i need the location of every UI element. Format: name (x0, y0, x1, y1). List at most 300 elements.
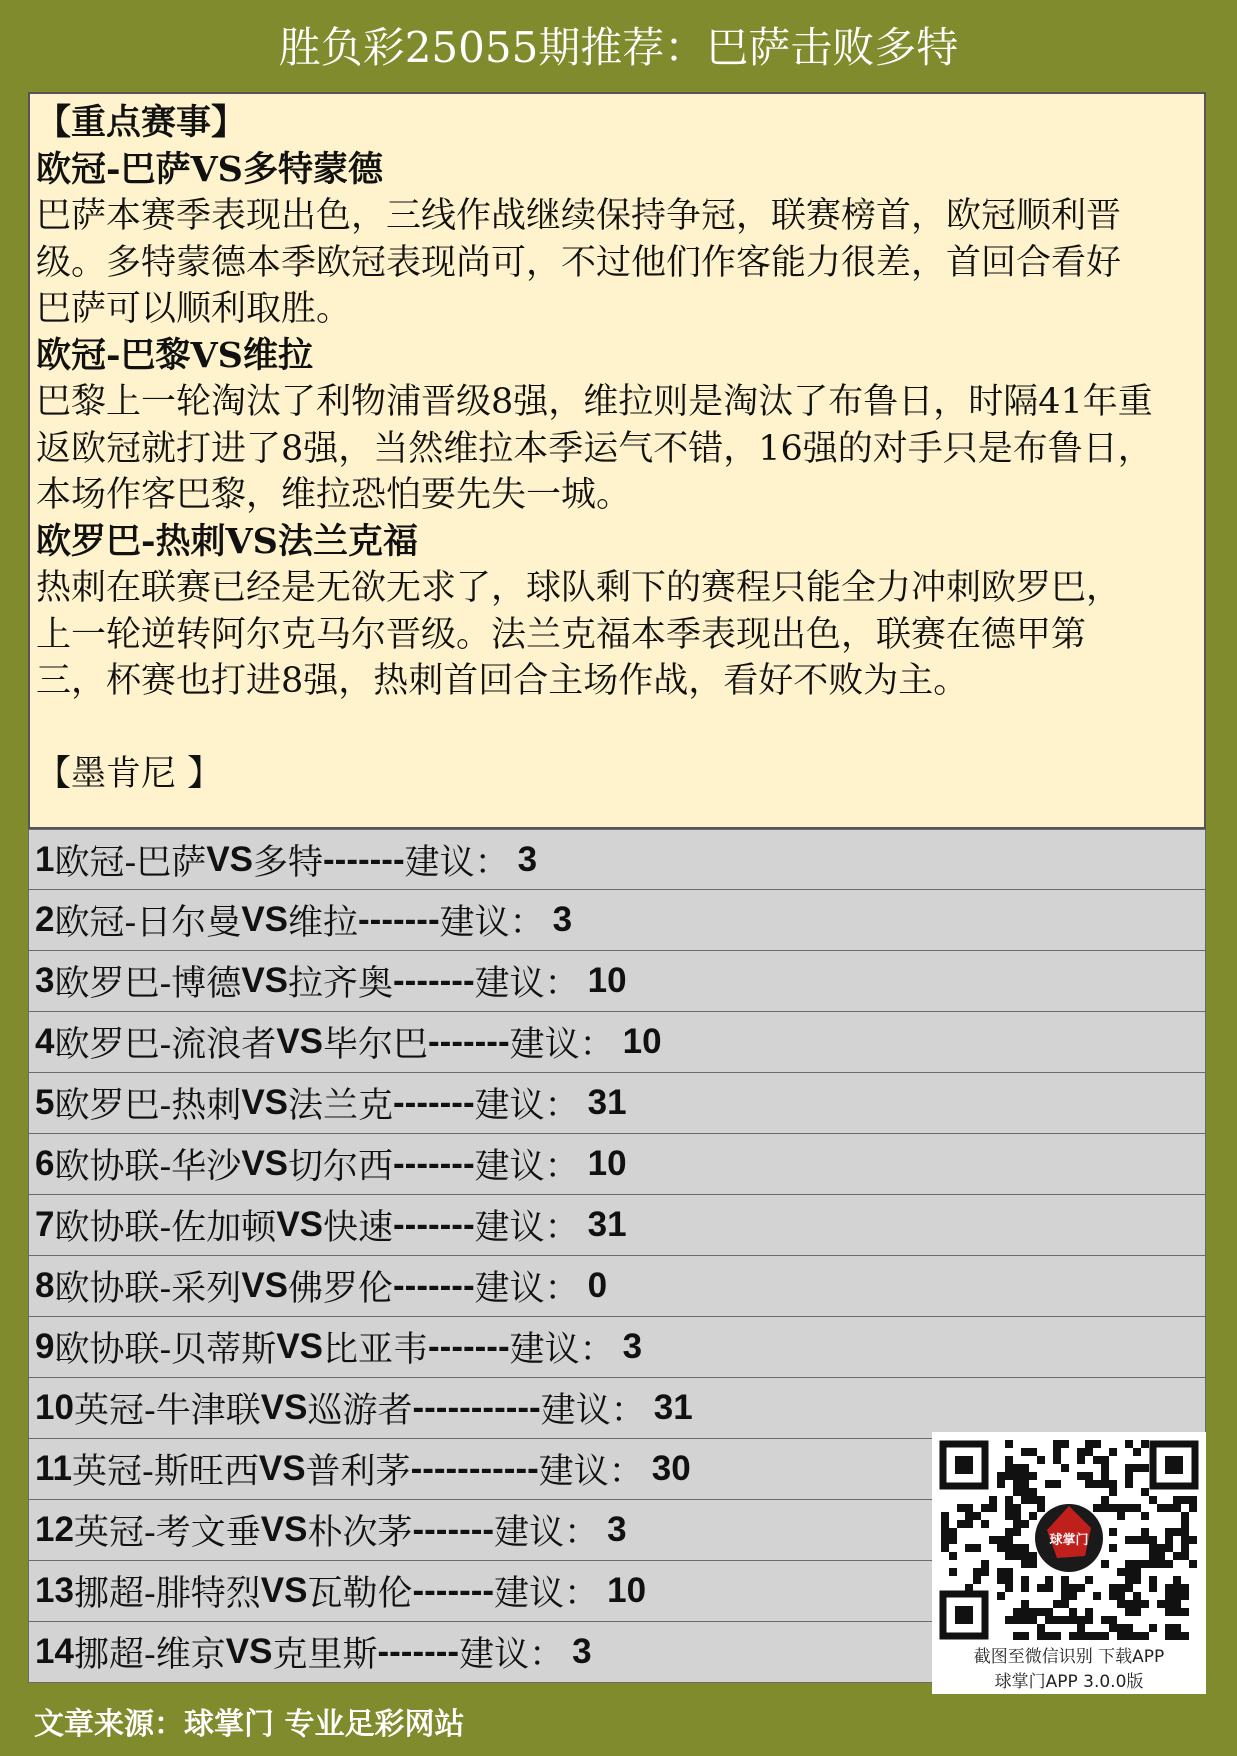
qr-module (1053, 1600, 1061, 1608)
pick-away-team: 巡游者 (307, 1391, 413, 1431)
qr-module (1149, 1536, 1157, 1544)
qr-module (1125, 1584, 1133, 1592)
qr-module (973, 1576, 981, 1584)
qr-module (997, 1576, 1005, 1584)
qr-module (981, 1520, 989, 1528)
pick-league: 英冠- (73, 1391, 156, 1431)
pick-vs: VS (258, 1449, 306, 1488)
qr-module (1149, 1576, 1157, 1584)
qr-module (1173, 1504, 1181, 1512)
pick-vs: VS (260, 1388, 308, 1427)
qr-module (1021, 1600, 1029, 1608)
qr-module (1037, 1608, 1045, 1616)
pick-league: 欧罗巴- (54, 964, 172, 1004)
pick-row (28, 829, 1206, 890)
pick-vs: VS (241, 961, 289, 1000)
qr-module (1021, 1520, 1029, 1528)
article-line: 级。多特蒙德本季欧冠表现尚可，不过他们作客能力很差，首回合看好 (36, 242, 1122, 283)
qr-module (1133, 1560, 1141, 1568)
qr-module (989, 1536, 997, 1544)
qr-module (1109, 1488, 1117, 1496)
qr-module (1117, 1584, 1125, 1592)
pick-number: 12 (35, 1510, 74, 1549)
qr-module (965, 1520, 973, 1528)
qr-module (1165, 1624, 1173, 1632)
qr-module (1053, 1440, 1061, 1448)
pick-row (28, 890, 1206, 951)
qr-module (1005, 1456, 1013, 1464)
qr-module (1093, 1480, 1101, 1488)
footer-source: 文章来源：球掌门 专业足彩网站 (34, 1707, 465, 1742)
pick-home-team: 佐加顿 (171, 1208, 277, 1248)
article-heading: 欧罗巴-热刺VS法兰克福 (36, 520, 418, 562)
qr-module (1085, 1472, 1093, 1480)
qr-module (1013, 1608, 1021, 1616)
pick-dashes: ------- (323, 839, 405, 879)
qr-module (1085, 1632, 1093, 1640)
qr-module (1077, 1632, 1085, 1640)
qr-module (997, 1536, 1005, 1544)
pick-advice-label: 建议： (459, 1635, 565, 1675)
pick-vs: VS (260, 1510, 308, 1549)
qr-module (1117, 1592, 1125, 1600)
pick-home-team: 腓特烈 (155, 1574, 261, 1614)
qr-module (1149, 1624, 1157, 1632)
qr-module (1013, 1544, 1021, 1552)
pick-advice-label: 建议： (474, 1269, 580, 1309)
qr-module (1045, 1632, 1053, 1640)
qr-module (1149, 1496, 1157, 1504)
qr-module (1181, 1592, 1189, 1600)
qr-module (1029, 1552, 1037, 1560)
qr-module (1013, 1504, 1021, 1512)
qr-module (1141, 1528, 1149, 1536)
pick-advice-label: 建议： (439, 903, 545, 943)
qr-module (1085, 1440, 1093, 1448)
qr-module (1189, 1536, 1197, 1544)
qr-module (1109, 1624, 1117, 1632)
qr-module (1077, 1472, 1085, 1480)
article-line (36, 705, 1198, 752)
pick-away-team: 维拉 (288, 903, 359, 943)
qr-module (1149, 1560, 1157, 1568)
qr-module (1141, 1464, 1149, 1472)
qr-module (1133, 1504, 1141, 1512)
qr-module (1109, 1504, 1117, 1512)
qr-module (1133, 1632, 1141, 1640)
qr-module (1101, 1464, 1109, 1472)
pick-home-team: 采列 (171, 1269, 242, 1309)
qr-module (1085, 1576, 1093, 1584)
qr-module (1133, 1592, 1141, 1600)
pick-row (28, 1195, 1206, 1256)
qr-module (1053, 1448, 1061, 1456)
qr-module (997, 1472, 1005, 1480)
qr-module (1141, 1632, 1149, 1640)
qr-module (1077, 1448, 1085, 1456)
pick-row (28, 1134, 1206, 1195)
qr-module (1125, 1600, 1133, 1608)
pick-away-team: 普利茅 (305, 1452, 411, 1492)
qr-module (1125, 1608, 1133, 1616)
qr-module (1101, 1496, 1109, 1504)
pick-value: 3 (572, 1632, 592, 1671)
app-logo-text: 球掌门 (1049, 1533, 1089, 1548)
qr-module (1013, 1528, 1021, 1536)
pick-advice-label: 建议： (509, 1025, 615, 1065)
qr-module (1181, 1528, 1189, 1536)
qr-module (1093, 1456, 1101, 1464)
qr-module (1157, 1504, 1165, 1512)
pick-away-team: 拉齐奥 (288, 964, 394, 1004)
qr-module (1029, 1616, 1037, 1624)
qr-module (1061, 1616, 1069, 1624)
pick-home-team: 贝蒂斯 (171, 1330, 277, 1370)
qr-module (941, 1536, 949, 1544)
qr-module (1173, 1528, 1181, 1536)
qr-module (1141, 1512, 1149, 1520)
qr-module (941, 1512, 949, 1520)
qr-module (1021, 1488, 1029, 1496)
qr-module (1069, 1608, 1077, 1616)
article-panel (28, 92, 1206, 829)
pick-value: 31 (653, 1388, 693, 1427)
qr-module (1125, 1624, 1133, 1632)
qr-module (1181, 1552, 1189, 1560)
qr-module (1101, 1616, 1109, 1624)
pick-advice-label: 建议： (404, 842, 510, 883)
qr-module (1173, 1552, 1181, 1560)
qr-module (1045, 1584, 1053, 1592)
qr-module (973, 1512, 981, 1520)
pick-league: 欧协联- (54, 1330, 172, 1370)
qr-module (1117, 1632, 1125, 1640)
pick-advice-label: 建议： (474, 1086, 580, 1126)
qr-module (1029, 1512, 1037, 1520)
qr-module (1029, 1472, 1037, 1480)
pick-vs: VS (241, 1083, 289, 1122)
qr-module (941, 1528, 949, 1536)
qr-module (1165, 1608, 1173, 1616)
qr-module (1125, 1472, 1133, 1480)
pick-row (28, 1073, 1206, 1134)
pick-home-team: 日尔曼 (136, 903, 242, 943)
qr-module (1077, 1456, 1085, 1464)
qr-module (1037, 1456, 1045, 1464)
qr-module (1005, 1584, 1013, 1592)
qr-module (957, 1504, 965, 1512)
pick-away-team: 快速 (323, 1208, 394, 1248)
article-line: 本场作客巴黎，维拉恐怕要先失一城。 (36, 475, 632, 515)
pick-league: 英冠- (72, 1452, 154, 1492)
qr-module (1053, 1632, 1061, 1640)
qr-module (1085, 1616, 1093, 1624)
qr-module (1053, 1480, 1061, 1488)
pick-vs: VS (260, 1571, 308, 1610)
pick-away-team: 比亚韦 (323, 1330, 429, 1370)
pick-home-team: 华沙 (171, 1147, 242, 1187)
qr-module (1189, 1496, 1197, 1504)
pick-number: 3 (35, 961, 55, 1000)
pick-advice-label: 建议： (474, 964, 580, 1004)
qr-module (1005, 1544, 1013, 1552)
qr-module (981, 1504, 989, 1512)
pick-home-team: 考文垂 (155, 1513, 261, 1553)
pick-home-team: 热刺 (171, 1086, 242, 1126)
pick-dashes: ----------- (412, 1388, 541, 1427)
pick-away-team: 朴次茅 (307, 1513, 413, 1553)
pick-away-team: 克里斯 (272, 1635, 378, 1675)
qr-module (1013, 1488, 1021, 1496)
qr-module (1133, 1600, 1141, 1608)
qr-module (1149, 1544, 1157, 1552)
pick-advice-label: 建议： (509, 1330, 615, 1370)
qr-module (1173, 1608, 1181, 1616)
qr-module (1005, 1528, 1013, 1536)
qr-module (965, 1504, 973, 1512)
qr-module (1061, 1576, 1069, 1584)
qr-module (1109, 1544, 1117, 1552)
qr-module (1141, 1560, 1149, 1568)
pick-vs: VS (276, 1327, 324, 1366)
qr-module (1181, 1544, 1189, 1552)
pick-number: 10 (35, 1388, 74, 1427)
qr-module (1045, 1576, 1053, 1584)
pick-advice-label: 建议： (494, 1574, 600, 1614)
qr-module (1029, 1608, 1037, 1616)
pick-number: 4 (35, 1022, 55, 1061)
qr-module (1013, 1512, 1021, 1520)
qr-module (965, 1512, 973, 1520)
qr-module (1037, 1584, 1045, 1592)
qr-module (1021, 1608, 1029, 1616)
qr-module (1165, 1504, 1173, 1512)
qr-module (1005, 1536, 1013, 1544)
pick-league: 欧罗巴- (54, 1025, 172, 1065)
qr-module (1085, 1480, 1093, 1488)
qr-module (1077, 1584, 1085, 1592)
pick-dashes: ----------- (410, 1449, 539, 1488)
article-line: 返欧冠就打进了8强，当然维拉本季运气不错，16强的对手只是布鲁日， (36, 428, 1153, 469)
qr-module (1125, 1536, 1133, 1544)
pick-vs: VS (241, 1144, 289, 1183)
qr-module (1061, 1592, 1069, 1600)
pick-league: 挪超- (73, 1574, 156, 1614)
pick-number: 9 (35, 1327, 55, 1366)
qr-module (1125, 1576, 1133, 1584)
qr-module (1053, 1456, 1061, 1464)
qr-code-panel[interactable] (932, 1432, 1206, 1694)
pick-number: 5 (35, 1083, 55, 1122)
qr-module (1085, 1448, 1093, 1456)
qr-module (1189, 1560, 1197, 1568)
qr-module (1029, 1488, 1037, 1496)
qr-module (1013, 1480, 1021, 1488)
qr-module (1013, 1464, 1021, 1472)
pick-row (28, 951, 1206, 1012)
pick-row (28, 1256, 1206, 1317)
qr-module (1109, 1448, 1117, 1456)
article-heading: 欧冠-巴黎VS维拉 (36, 334, 313, 376)
qr-module (989, 1504, 997, 1512)
qr-module (997, 1592, 1005, 1600)
qr-module (1101, 1456, 1109, 1464)
qr-module (1021, 1616, 1029, 1624)
pick-dashes: ------- (393, 1266, 475, 1305)
pick-home-team: 牛津联 (155, 1391, 261, 1431)
pick-number: 2 (35, 900, 55, 939)
qr-module (1101, 1480, 1109, 1488)
qr-module (1133, 1608, 1141, 1616)
pick-away-team: 毕尔巴 (323, 1025, 429, 1065)
qr-module (1069, 1584, 1077, 1592)
qr-module (949, 1528, 957, 1536)
qr-module (1157, 1600, 1165, 1608)
article-line: 上一轮逆转阿尔克马尔晋级。法兰克福本季表现出色，联赛在德甲第 (36, 614, 1087, 655)
pick-away-team: 瓦勒伦 (307, 1574, 413, 1614)
qr-module (1125, 1560, 1133, 1568)
qr-module (1141, 1440, 1149, 1448)
qr-module (1029, 1496, 1037, 1504)
qr-module (1013, 1520, 1021, 1528)
qr-module (1005, 1496, 1013, 1504)
pick-dashes: ------- (377, 1632, 460, 1671)
qr-module (1141, 1600, 1149, 1608)
qr-module (1005, 1616, 1013, 1624)
qr-module (1181, 1536, 1189, 1544)
pick-vs: VS (276, 1022, 324, 1061)
qr-module (1021, 1560, 1029, 1568)
pick-value: 3 (517, 839, 538, 879)
pick-away-team: 多特 (253, 842, 324, 883)
article-line: 【墨肯尼 】 (36, 754, 223, 794)
qr-module (1173, 1600, 1181, 1608)
qr-code-image[interactable] (939, 1440, 1199, 1640)
qr-module (1045, 1616, 1053, 1624)
qr-module (949, 1568, 957, 1576)
qr-module (1021, 1584, 1029, 1592)
pick-number: 14 (35, 1632, 74, 1671)
pick-league: 欧协联- (54, 1269, 172, 1309)
pick-league: 欧罗巴- (54, 1086, 172, 1126)
qr-module (1165, 1632, 1173, 1640)
pick-vs: VS (241, 900, 289, 939)
qr-module (1109, 1616, 1117, 1624)
qr-module (1037, 1504, 1045, 1512)
pick-vs: VS (276, 1205, 324, 1244)
qr-module (989, 1496, 997, 1504)
qr-module (1037, 1632, 1045, 1640)
qr-module (1021, 1472, 1029, 1480)
qr-module (1165, 1544, 1173, 1552)
pick-home-team: 流浪者 (171, 1025, 277, 1065)
pick-value: 31 (587, 1083, 627, 1122)
pick-league: 欧冠- (54, 842, 137, 883)
qr-module (1133, 1568, 1141, 1576)
pick-number: 8 (35, 1266, 55, 1305)
qr-module (1069, 1616, 1077, 1624)
pick-number: 6 (35, 1144, 55, 1183)
qr-module (941, 1544, 949, 1552)
pick-number: 13 (35, 1571, 74, 1610)
qr-module (1149, 1584, 1157, 1592)
qr-module (949, 1552, 957, 1560)
pick-value: 3 (622, 1327, 643, 1366)
article-heading: 【重点赛事】 (36, 102, 247, 143)
qr-module (941, 1520, 949, 1528)
pick-advice-label: 建议： (538, 1452, 644, 1492)
qr-module (1141, 1536, 1149, 1544)
qr-module (1165, 1528, 1173, 1536)
pick-away-team: 切尔西 (288, 1147, 394, 1187)
qr-module (997, 1544, 1005, 1552)
pick-number: 11 (35, 1449, 72, 1488)
qr-module (1109, 1584, 1117, 1592)
qr-module (1013, 1632, 1021, 1640)
qr-module (1125, 1568, 1133, 1576)
qr-module (1165, 1536, 1173, 1544)
qr-module (1133, 1448, 1141, 1456)
qr-module (1005, 1440, 1013, 1448)
pick-dashes: ------- (393, 1144, 475, 1183)
pick-value: 10 (607, 1571, 647, 1610)
qr-module (1117, 1624, 1125, 1632)
qr-module (1005, 1512, 1013, 1520)
pick-dashes: ------- (428, 1327, 510, 1366)
qr-module (1133, 1576, 1141, 1584)
qr-module (957, 1520, 965, 1528)
qr-module (1045, 1480, 1053, 1488)
qr-module (1165, 1592, 1173, 1600)
qr-module (1005, 1576, 1013, 1584)
qr-module (1133, 1464, 1141, 1472)
pick-advice-label: 建议： (540, 1391, 646, 1431)
qr-module (1101, 1560, 1109, 1568)
qr-module (1109, 1592, 1117, 1600)
pick-row (28, 1378, 1206, 1439)
qr-module (949, 1536, 957, 1544)
qr-module (1021, 1632, 1029, 1640)
qr-module (1021, 1544, 1029, 1552)
pick-advice-label: 建议： (474, 1208, 580, 1248)
article-line: 巴黎上一轮淘汰了利物浦晋级8强，维拉则是淘汰了布鲁日，时隔41年重 (36, 382, 1153, 422)
qr-module (1117, 1600, 1125, 1608)
qr-module (1125, 1504, 1133, 1512)
qr-module (1021, 1552, 1029, 1560)
pick-league: 欧协联- (54, 1147, 172, 1187)
article-line: 巴萨可以顺利取胜。 (36, 289, 352, 329)
qr-module (1149, 1552, 1157, 1560)
pick-league: 欧协联- (54, 1208, 172, 1248)
page-title: 胜负彩25055期推荐：巴萨击败多特 (278, 23, 959, 72)
qr-module (1061, 1600, 1069, 1608)
qr-module (1021, 1448, 1029, 1456)
qr-module (1173, 1592, 1181, 1600)
qr-module (1125, 1440, 1133, 1448)
qr-module (1125, 1464, 1133, 1472)
qr-module (1101, 1472, 1109, 1480)
article-heading: 欧冠-巴萨VS多特蒙德 (36, 148, 383, 190)
pick-vs: VS (225, 1632, 273, 1671)
qr-module (1021, 1464, 1029, 1472)
qr-module (1117, 1568, 1125, 1576)
pick-dashes: ------- (393, 1205, 475, 1244)
qr-module (981, 1560, 989, 1568)
qr-module (1165, 1600, 1173, 1608)
qr-module (1189, 1504, 1197, 1512)
qr-module (1101, 1632, 1109, 1640)
qr-module (1093, 1632, 1101, 1640)
